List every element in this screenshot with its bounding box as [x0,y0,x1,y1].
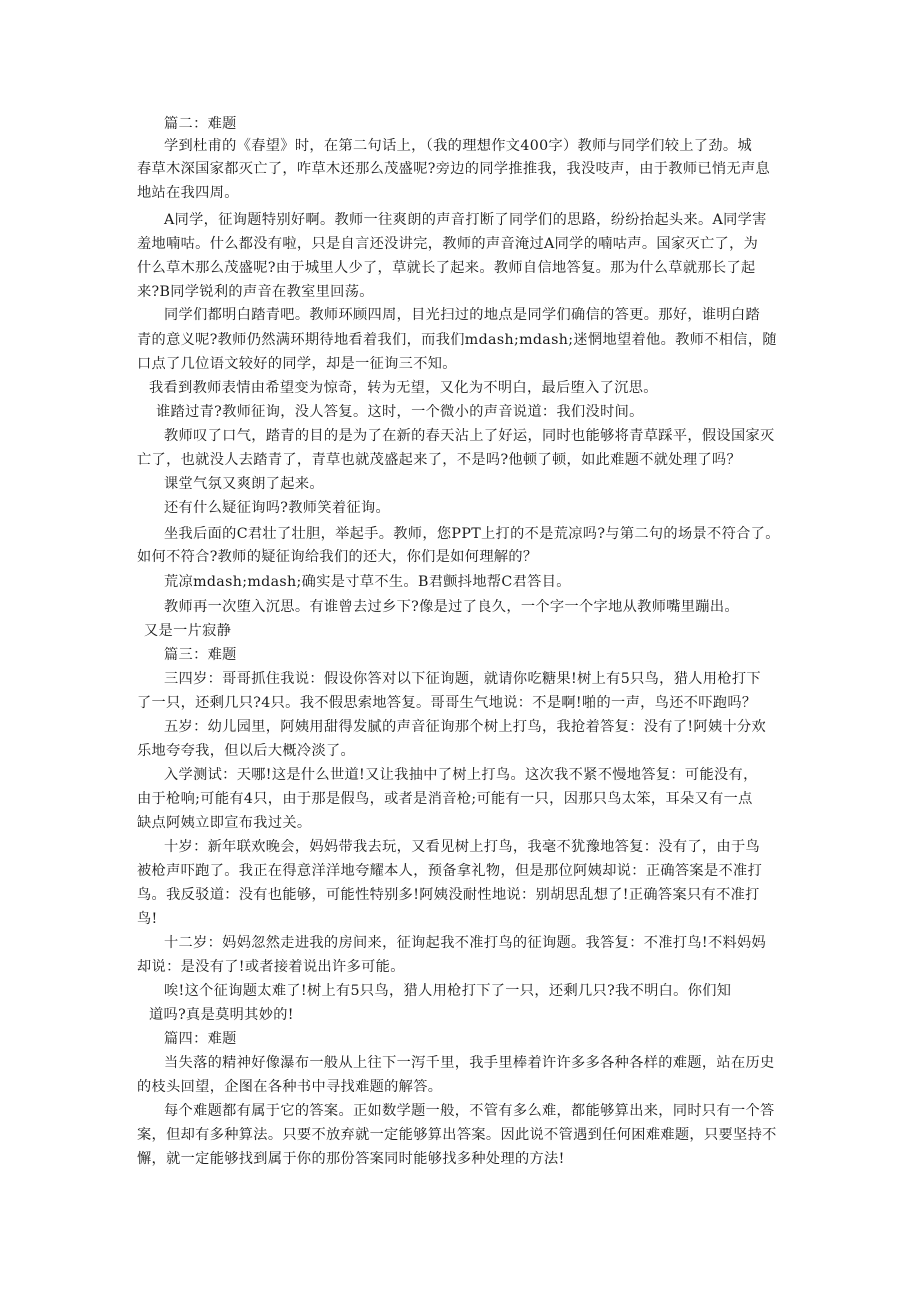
text-line: 十二岁：妈妈忽然走进我的房间来，征询起我不准打鸟的征询题。我答复：不准打鸟!不料妈妈 [164,935,767,951]
text-line: 羞地喃咕。什么都没有啦，只是自言还没讲完，教师的声音淹过A同学的喃咕声。国家灭亡了，为 [137,236,759,252]
text-line: 鸟。我反驳道：没有也能够，可能性特别多!阿姨没耐性地说：别胡思乱想了!正确答案只有不准打 [137,887,760,903]
text-line: 由于枪响;可能有4只，由于那是假鸟，或者是消音枪;可能有一只，因那只鸟太笨，耳朵又有一点 [137,791,753,807]
text-line: 谁踏过青?教师征询，没人答复。这时，一个微小的声音说道：我们没时间。 [156,404,644,420]
text-line: 道吗?真是莫明其妙的! [149,1007,294,1023]
text-line: 却说：是没有了!或者接着说出许多可能。 [137,959,405,975]
text-line: 地站在我四周。 [137,185,239,201]
text-line: 学到杜甫的《春望》时，在第二句话上，（我的理想作文400字）教师与同学们较上了劲。城 [164,138,752,154]
text-line: A同学，征询题特别好啊。教师一往爽朗的声音打断了同学们的思路，纷纷抬起头来。A同学害 [164,212,767,228]
text-line: 亡了，也就没人去踏青了，青草也就茂盛起来了，不是吗?他顿了顿，如此难题不就处理了吗？ [137,452,741,468]
text-line: 十岁：新年联欢晚会，妈妈带我去玩，又看见树上打鸟，我毫不犹豫地答复：没有了，由于鸟 [164,839,761,855]
text-line: 每个难题都有属于它的答案。正如数学题一般，不管有多么难，都能够算出来，同时只有一个答 [164,1103,775,1119]
text-line: 唉!这个征询题太难了!树上有5只鸟，猎人用枪打下了一只，还剩几只?我不明白。你们知 [164,983,732,999]
text-line: 教师再一次堕入沉思。有谁曾去过乡下?像是过了良久，一个字一个字地从教师嘴里蹦出。 [164,599,739,615]
text-line: 的枝头回望，企图在各种书中寻找难题的解答。 [137,1079,443,1095]
text-line: 又是一片寂静 [144,623,232,639]
text-line: 案，但却有多种算法。只要不放弃就一定能够算出答案。因此说不管遇到任何困难难题，只要坚持不 [137,1127,777,1143]
text-line: 如何不符合?教师的疑征询给我们的还大，你们是如何理解的？ [137,549,538,565]
text-line: 荒凉mdash;mdash;确实是寸草不生。B君颤抖地帮C君答目。 [164,574,571,590]
text-line: 懈，就一定能够找到属于你的那份答案同时能够找多种处理的方法! [137,1151,565,1167]
text-line: 缺点阿姨立即宣布我过关。 [137,815,312,831]
text-line: 了一只，还剩几只?4只。我不假思索地答复。哥哥生气地说：不是啊!啪的一声，鸟还不吓跑吗？ [137,695,757,711]
text-line: 三四岁：哥哥抓住我说：假设你答对以下征询题，就请你吃糖果!树上有5只鸟，猎人用枪打下 [164,671,761,687]
text-line: 我看到教师表情由希望变为惊奇，转为无望，又化为不明白，最后堕入了沉思。 [149,380,658,396]
text-line: 口点了几位语文较好的同学，却是一征询三不知。 [137,356,457,372]
text-line: 当失落的精神好像瀑布一般从上往下一泻千里，我手里棒着许许多多各种各样的难题，站在历史 [164,1055,775,1071]
text-line: 同学们都明白踏青吧。教师环顾四周，目光扫过的地点是同学们确信的答更。那好，谁明白踏 [164,307,761,323]
text-line: 春草木深国家都灭亡了，咋草木还那么茂盛呢?旁边的同学推推我，我没吱声，由于教师已悄无声息 [137,161,771,177]
text-line: 来?B同学锐利的声音在教室里回荡。 [137,284,374,300]
text-line: 青的意义呢?教师仍然满环期待地看着我们，而我们mdash;mdash;迷惘地望着他。教师不相信，随 [137,332,777,348]
text-line: 还有什么疑征询吗?教师笑着征询。 [164,500,391,516]
text-line: 入学测试：天哪!这是什么世道!又让我抽中了树上打鸟。这次我不紧不慢地答复：可能没有， [164,767,758,783]
text-line: 鸟! [137,911,158,927]
text-line: 乐地夸夸我，但以后大概冷淡了。 [137,743,356,759]
text-line: 课堂气氛又爽朗了起来。 [164,476,324,492]
section-heading: 篇四：难题 [164,1031,237,1047]
text-line: 什么草木那么茂盛呢?由于城里人少了，草就长了起来。教师自信地答复。那为什么草就那长了起 [137,260,756,276]
text-line: 五岁：幼儿园里，阿姨用甜得发腻的声音征询那个树上打鸟，我抢着答复：没有了!阿姨十分欢 [164,719,767,735]
section-heading: 篇三：难题 [164,647,237,663]
section-heading: 篇二：难题 [164,116,237,132]
text-line: 坐我后面的C君壮了壮胆，举起手。教师，您PPT上打的不是荒凉吗?与第二句的场景不符合了。 [164,526,780,542]
text-line: 教师叹了口气，踏青的目的是为了在新的春天沾上了好运，同时也能够将青草踩平，假设国家灭 [164,428,775,444]
text-line: 被枪声吓跑了。我正在得意洋洋地夸耀本人，预备拿礼物，但是那位阿姨却说：正确答案是不准打 [137,863,763,879]
